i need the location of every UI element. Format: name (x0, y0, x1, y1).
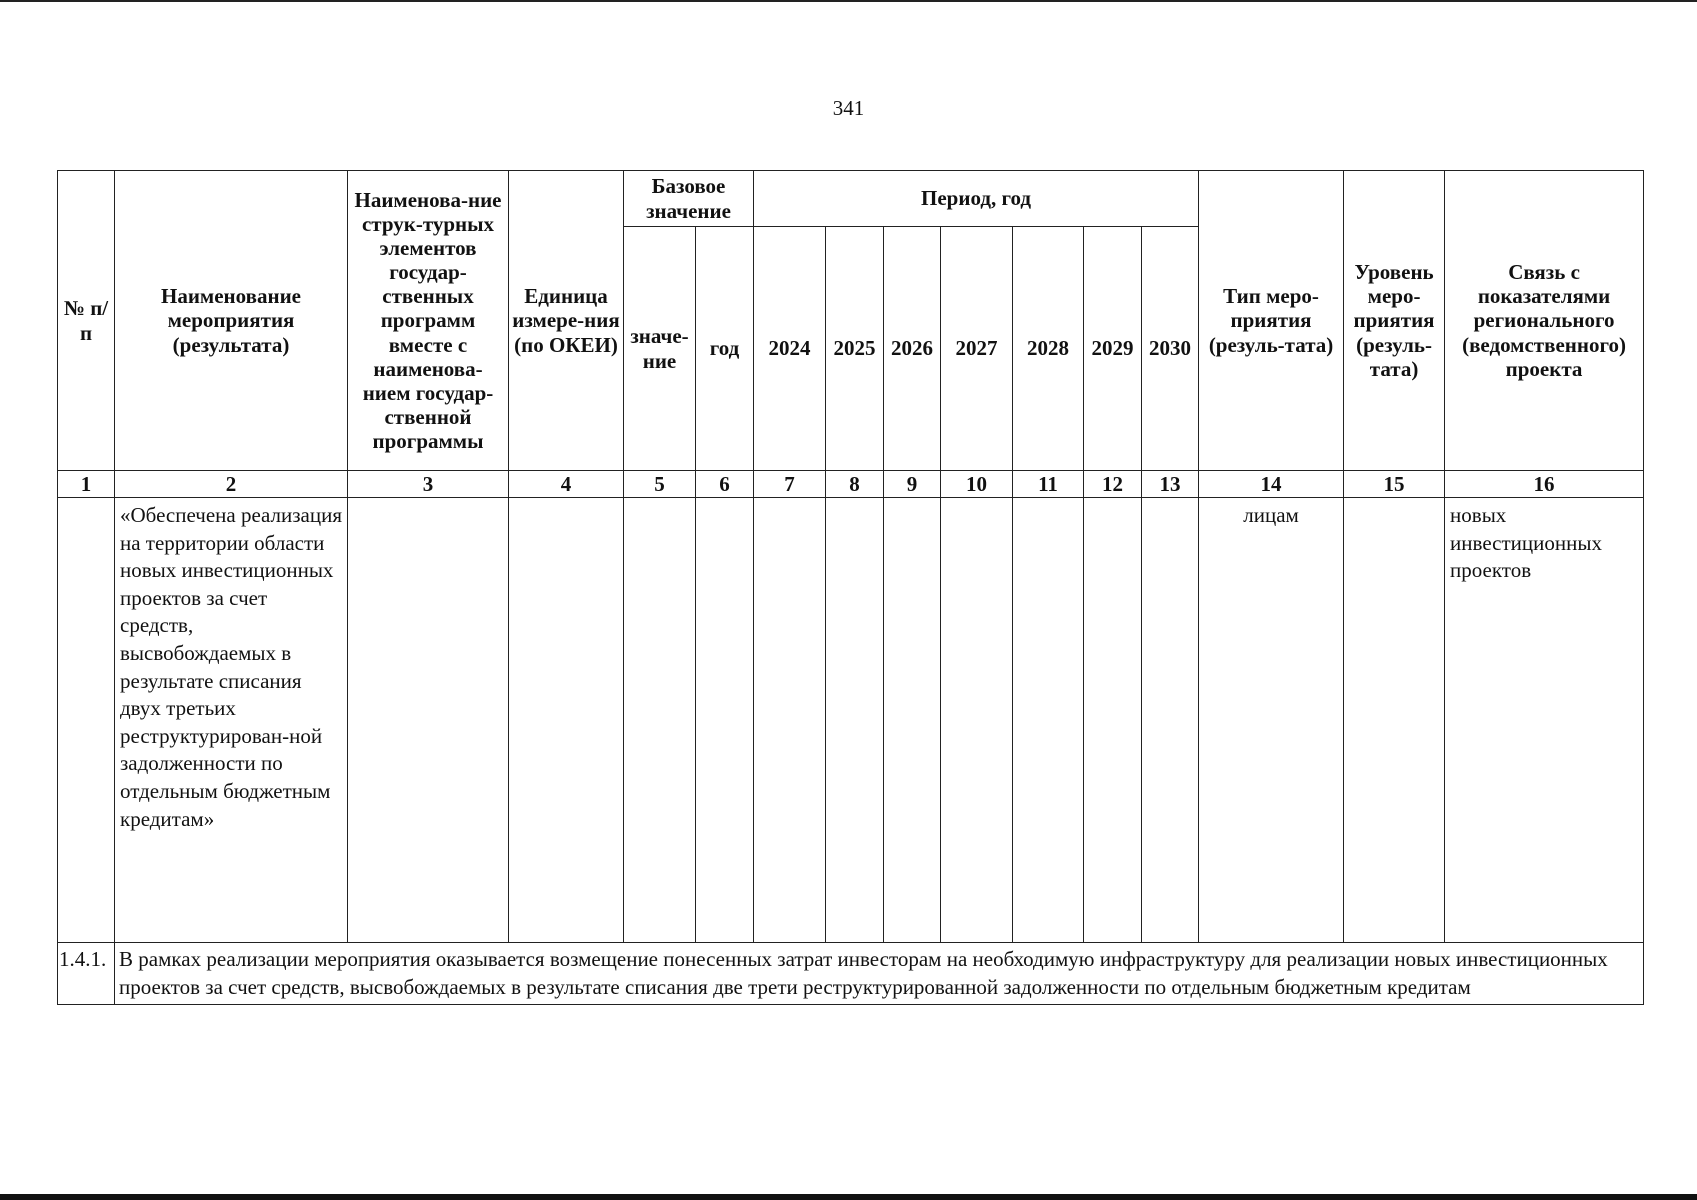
column-number: 14 (1199, 471, 1344, 498)
column-number: 16 (1445, 471, 1644, 498)
row-2025-cell (826, 498, 884, 943)
header-year-2029: 2029 (1084, 227, 1142, 471)
header-year-2028: 2028 (1013, 227, 1084, 471)
header-measure-level: Уровень меро-приятия (резуль-тата) (1344, 171, 1445, 471)
row-2026-cell (884, 498, 941, 943)
row-2030-cell (1142, 498, 1199, 943)
header-year-2025: 2025 (826, 227, 884, 471)
row-project-link: новых инвестиционных проектов (1445, 498, 1644, 943)
column-number: 10 (941, 471, 1013, 498)
page-number: 341 (832, 96, 865, 120)
row-measure-name: «Обеспечена реализация на территории области новых инвестиционных проектов за счет средств, высвобождаемых в результате списания двух третьих реструктурирован-ной задолженности по отдельным бюджетным кредитам» (115, 498, 348, 943)
row-2027-cell (941, 498, 1013, 943)
column-number-row (58, 471, 1644, 498)
column-number: 1 (58, 471, 115, 498)
description-text: В рамках реализации мероприятия оказывается возмещение понесенных затрат инвесторам на необходимую инфраструктуру для реализации новых инвестиционных проектов за счет средств, высвобождаемых в результате списания две трети реструктурированной задолженности по отдельным бюджетным кредитам (115, 943, 1644, 1005)
measures-table (57, 170, 1644, 1005)
column-number: 11 (1013, 471, 1084, 498)
header-year-2026: 2026 (884, 227, 941, 471)
row-unit-cell (509, 498, 624, 943)
header-base-year: год (696, 227, 754, 471)
description-code: 1.4.1. (58, 943, 115, 1005)
header-row-number: № п/п (58, 171, 115, 471)
column-number: 6 (696, 471, 754, 498)
row-measure-level-cell (1344, 498, 1445, 943)
header-unit: Единица измере-ния (по ОКЕИ) (509, 171, 624, 471)
column-number: 13 (1142, 471, 1199, 498)
row-2024-cell (754, 498, 826, 943)
column-number: 3 (348, 471, 509, 498)
top-border-line (0, 0, 1697, 2)
column-number: 4 (509, 471, 624, 498)
column-number: 2 (115, 471, 348, 498)
header-base-value-group: Базовое значение (624, 171, 754, 227)
table-row (58, 498, 1644, 943)
column-number: 9 (884, 471, 941, 498)
header-measure-type: Тип меро-приятия (резуль-тата) (1199, 171, 1344, 471)
header-measure-name: Наименование мероприятия (результата) (115, 171, 348, 471)
row-base-year-cell (696, 498, 754, 943)
header-year-2030: 2030 (1142, 227, 1199, 471)
description-row (58, 943, 1644, 1005)
row-measure-type: лицам (1199, 498, 1344, 943)
column-number: 15 (1344, 471, 1445, 498)
header-base-value: значе-ние (624, 227, 696, 471)
header-project-link: Связь с показателями регионального (ведомственного) проекта (1445, 171, 1644, 471)
row-2029-cell (1084, 498, 1142, 943)
header-structural-elements: Наименова-ние струк-турных элементов государ-ственных программ вместе с наименова-нием государ-ственной программы (348, 171, 509, 471)
column-number: 7 (754, 471, 826, 498)
row-number-cell (58, 498, 115, 943)
row-base-value-cell (624, 498, 696, 943)
row-2028-cell (1013, 498, 1084, 943)
column-number: 5 (624, 471, 696, 498)
column-number: 12 (1084, 471, 1142, 498)
header-period-group: Период, год (754, 171, 1199, 227)
row-structural-elements-cell (348, 498, 509, 943)
header-year-2027: 2027 (941, 227, 1013, 471)
bottom-border-line (0, 1194, 1697, 1200)
column-number: 8 (826, 471, 884, 498)
header-year-2024: 2024 (754, 227, 826, 471)
